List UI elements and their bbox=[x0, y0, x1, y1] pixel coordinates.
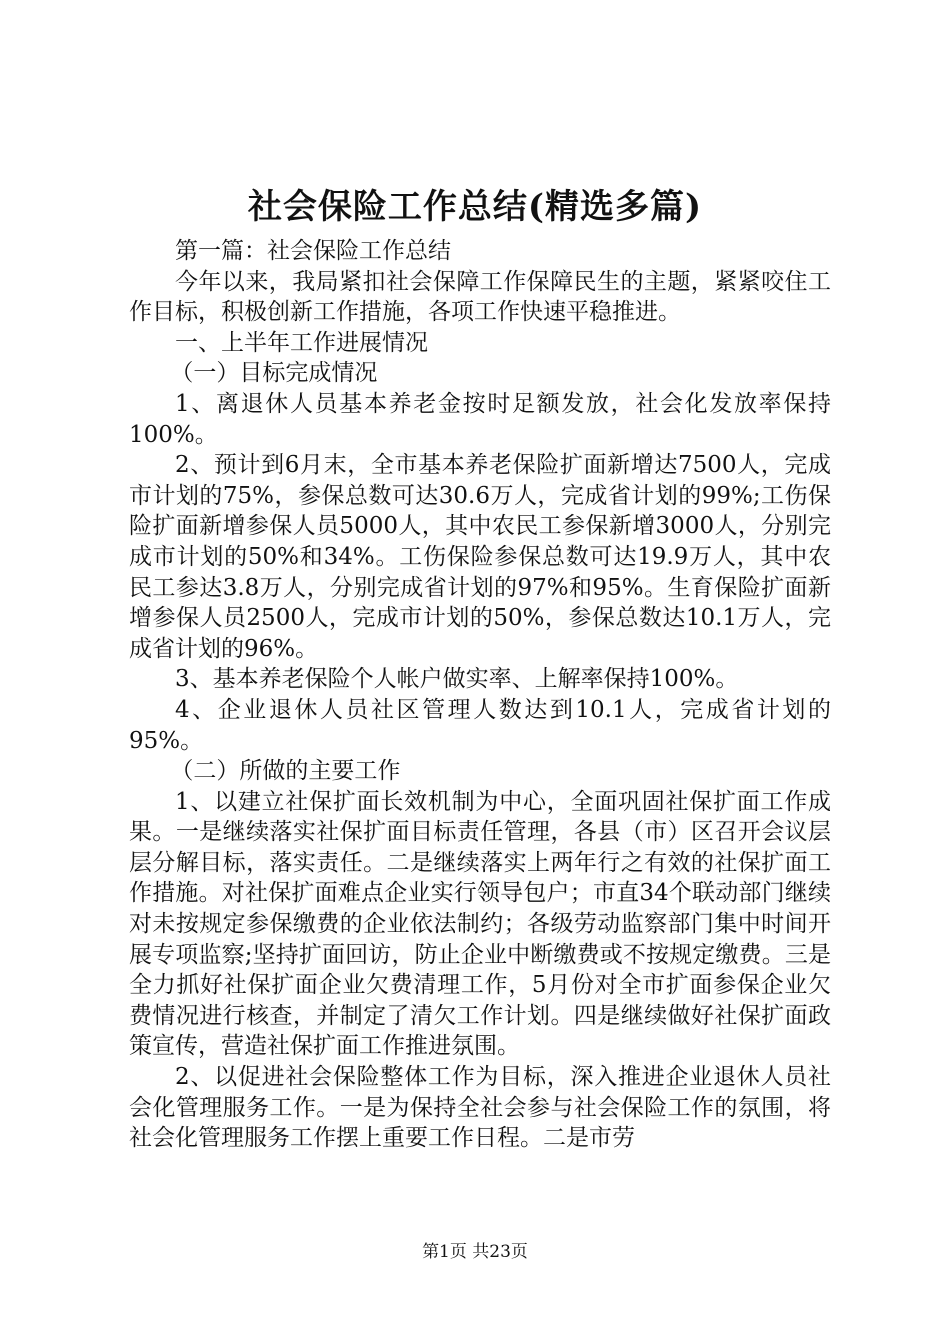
page-number-footer: 第1页 共23页 bbox=[422, 1242, 528, 1262]
body-paragraph: 2、以促进社会保险整体工作为目标，深入推进企业退休人员社会化管理服务工作。一是为保持全社会参与社会保险工作的氛围，将社会化管理服务工作摆上重要工作日程。二是市劳 bbox=[129, 1064, 831, 1152]
document-title: 社会保险工作总结(精选多篇) bbox=[247, 187, 703, 227]
body-paragraph: 今年以来，我局紧扣社会保障工作保障民生的主题，紧紧咬住工作目标，积极创新工作措施，各项工作快速平稳推进。 bbox=[129, 268, 831, 326]
body-paragraph: 2、预计到6月末，全市基本养老保险扩面新增达7500人，完成市计划的75%，参保总数可达30.6万人，完成省计划的99%;工伤保险扩面新增参保人员5000人，其中农民工参保新增3000人，分别完成市计划的50%和34%。工伤保险参保总数可达19.9万人，其中农民工参达3.8万人，分别完成省计划的97%和95%。生育保险扩面新增参保人员2500人，完成市计划的50%，参保总数达10.1万人，完成省计划的96%。 bbox=[129, 452, 831, 662]
body-paragraph: 1、以建立社保扩面长效机制为中心，全面巩固社保扩面工作成果。一是继续落实社保扩面目标责任管理，各县（市）区召开会议层层分解目标，落实责任。二是继续落实上两年行之有效的社保扩面工作措施。对社保扩面难点企业实行领导包户；市直34个联动部门继续对未按规定参保缴费的企业依法制约；各级劳动监察部门集中时间开展专项监察;坚持扩面回访，防止企业中断缴费或不按规定缴费。三是全力抓好社保扩面企业欠费清理工作，5月份对全市扩面参保企业欠费情况进行核查，并制定了清欠工作计划。四是继续做好社保扩面政策宣传，营造社保扩面工作推进氛围。 bbox=[129, 788, 831, 1060]
body-paragraph: 3、基本养老保险个人帐户做实率、上解率保持100%。 bbox=[175, 666, 739, 693]
section-heading: 第一篇：社会保险工作总结 bbox=[175, 238, 451, 264]
subsection-heading: （一）目标完成情况 bbox=[170, 360, 378, 387]
section-heading: 一、上半年工作进展情况 bbox=[175, 329, 428, 356]
body-paragraph: 1、离退休人员基本养老金按时足额发放，社会化发放率保持100%。 bbox=[129, 390, 831, 448]
document-body bbox=[129, 236, 831, 1154]
subsection-heading: （二）所做的主要工作 bbox=[170, 758, 401, 785]
body-paragraph: 4、企业退休人员社区管理人数达到10.1人，完成省计划的95%。 bbox=[129, 696, 831, 754]
